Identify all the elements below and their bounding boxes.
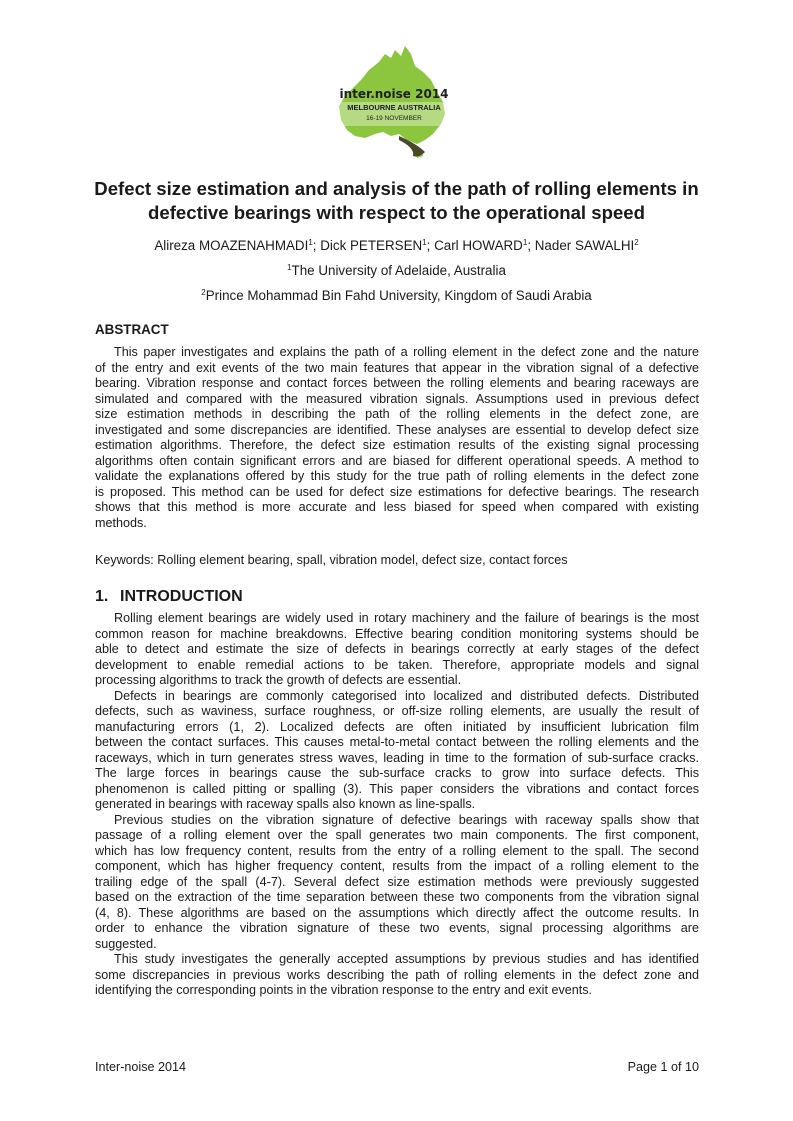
author-list [40, 237, 753, 254]
author-separator: ; [312, 238, 321, 253]
logo-line2: MELBOURNE AUSTRALIA [347, 103, 441, 112]
paragraph-line: This study investigates the generally accepted assumptions by previous studies and has identified [114, 952, 699, 966]
section-title: INTRODUCTION [120, 588, 243, 605]
section-number: 1. [95, 588, 109, 605]
affiliation-mark: 1 [287, 263, 292, 272]
section-heading [95, 588, 243, 606]
title-line: defective bearings with respect to the operational speed [148, 202, 645, 223]
intro-paragraph-4 [95, 952, 699, 999]
author-affiliation-mark: 2 [634, 238, 639, 247]
paragraph-line: order to enhance the vibration signature of these two events, signal processing algorithms are [95, 921, 699, 935]
author-affiliation-mark: 1 [308, 238, 313, 247]
paragraph-line: Previous studies on the vibration signature of defective bearings with raceway spalls show that [114, 812, 699, 827]
paragraph-line: suggested. [95, 936, 157, 951]
paragraph-line: able to detect and estimate the size of defects in bearings correctly at early stages of the defect [95, 642, 699, 656]
paragraph-line: based on the extraction of the time separation between these two components from the vibration signal [95, 890, 699, 904]
title-line: Defect size estimation and analysis of the path of rolling elements in [94, 178, 699, 199]
paragraph-line: raceways, which in turn generates stress waves, leading in time to the formation of sub-surface cracks. [95, 750, 699, 765]
affiliation-text: The University of Adelaide, Australia [291, 263, 506, 278]
abstract-line: estimation algorithms. Therefore, the defect size estimation results of the existing signal processing [95, 438, 699, 452]
paragraph-line: between the contact surfaces. This causes metal-to-metal contact between the rolling elements and the [95, 735, 699, 749]
intro-paragraph-2 [95, 689, 699, 813]
paper-title [60, 177, 733, 225]
abstract-line: of the entry and exit events of the two main features that appear in the vibration signal of a defective [95, 360, 699, 375]
abstract-line: algorithms often contain significant errors and are biased for different operational speeds. A method to [95, 453, 699, 468]
paragraph-line: which has low frequency content, results from the entry of a rolling element to the spall. The second [95, 843, 699, 858]
paragraph-line: component, which has higher frequency content, results from the impact of a rolling element to the [95, 859, 699, 873]
affiliation-mark: 2 [201, 288, 206, 297]
paragraph-line: development to enable remedial actions to be taken. Therefore, appropriate models and signal [95, 657, 699, 672]
logo-line1: inter.noise 2014 [339, 87, 449, 101]
abstract-line: validate the explanations offered by this study for the true path of rolling elements in the defect zone [95, 469, 699, 483]
abstract-body [95, 345, 699, 531]
abstract-line: simulated and compared with the measured vibration signals. Assumptions used in previous defect [95, 391, 699, 406]
abstract-line: This paper investigates and explains the path of a rolling element in the defect zone and the nature [114, 345, 699, 359]
affiliation-1 [40, 262, 753, 279]
author-name: Dick PETERSEN [320, 238, 423, 253]
paragraph-line: generated in bearings with raceway spalls also known as line-spalls. [95, 797, 476, 811]
abstract-heading: ABSTRACT [95, 322, 169, 337]
paragraph-line: processing algorithms to track the growth of defects are essential. [95, 673, 462, 687]
australia-map-icon [333, 40, 455, 168]
paragraph-line: manufacturing errors (1, 2). Localized defects are often initiated by insufficient lubrication film [95, 719, 699, 734]
paragraph-line: trailing edge of the spall (4-7). Several defect size estimation methods were previously suggested [95, 874, 699, 889]
logo-line3: 16-19 NOVEMBER [366, 115, 422, 122]
intro-paragraph-3 [95, 813, 699, 953]
paragraph-line: defects, such as waviness, surface roughness, or off-size rolling elements, are usually the result of [95, 704, 699, 718]
abstract-line: bearing. Vibration response and contact forces between the rolling elements and bearing raceways are [95, 376, 699, 390]
paragraph-line: The large forces in bearings cause the sub-surface cracks to grow into surface defects. This [95, 766, 699, 780]
paragraph-line: passage of a rolling element over the spall generates two main components. The first component, [95, 828, 699, 842]
affiliation-2 [40, 287, 753, 304]
author-affiliation-mark: 1 [522, 238, 528, 247]
paragraph-line: common reason for machine breakdowns. Effective bearing condition monitoring systems should be [95, 626, 699, 641]
paragraph-line: Defects in bearings are commonly categorised into localized and distributed defects. Distributed [114, 688, 699, 703]
paragraph-line: Rolling element bearings are widely used in rotary machinery and the failure of bearings is the most [114, 611, 699, 625]
footer-page-number: Page 1 of 10 [627, 1060, 699, 1074]
abstract-line: shows that this method is more accurate and less biased for speed when compared with existing [95, 500, 699, 514]
author-name: Alireza MOAZENAHMADI [154, 238, 309, 253]
author-affiliation-mark: 1 [422, 238, 427, 247]
paragraph-line: (4, 8). These algorithms are based on the assumptions which directly affect the outcome results. In [95, 905, 699, 920]
intro-paragraph-1 [95, 611, 699, 689]
paragraph-line: identifying the corresponding points in the vibration response to the entry and exit events. [95, 983, 593, 997]
author-name: Nader SAWALHI [534, 238, 635, 253]
paragraph-line: some discrepancies in previous works describing the path of rolling elements in the defect zone and [95, 967, 699, 982]
abstract-line: is proposed. This method can be used for defect size estimations for defective bearings. The research [95, 484, 699, 499]
paragraph-line: phenomenon is called pitting or spalling (3). This paper considers the vibrations and contact forces [95, 781, 699, 796]
abstract-line: methods. [95, 515, 147, 530]
keywords: Keywords: Rolling element bearing, spall, vibration model, defect size, contact forces [95, 553, 568, 567]
author-name: Carl HOWARD [434, 238, 523, 253]
abstract-line: investigated and some discrepancies are identified. These analyses are essential to develop defect size [95, 422, 699, 437]
abstract-line: size estimation methods in describing the path of the rolling elements in the defect zone, are [95, 407, 699, 421]
footer-conference: Inter-noise 2014 [95, 1060, 187, 1074]
conference-logo [333, 40, 455, 168]
affiliation-text: Prince Mohammad Bin Fahd University, Kingdom of Saudi Arabia [205, 288, 592, 303]
author-separator: ; [426, 238, 435, 253]
author-separator: ; [527, 238, 535, 253]
